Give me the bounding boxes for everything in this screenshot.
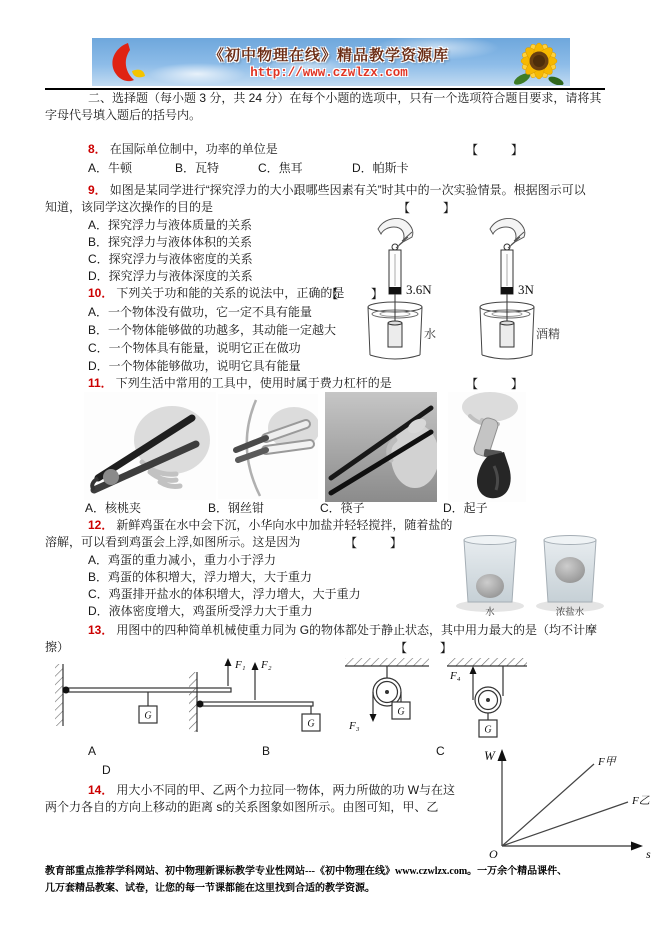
question-9-option-c: C．探究浮力与液体密度的关系 — [88, 252, 253, 266]
question-9-text1: 如图是某同学进行“探究浮力的大小跟哪些因素有关”时其中的一次实验情景。根据图示可以 — [109, 183, 586, 197]
egg-beakers-figure — [452, 526, 608, 618]
footer-line1: 教育部重点推荐学科网站、初中物理新课标教学专业性网站---《初中物理在线》www.czwlzx.com。一万余个精品课件、 — [45, 866, 568, 877]
question-10-number: 10． — [88, 286, 114, 300]
question-14-stem-line1 — [88, 782, 455, 798]
site-banner — [92, 38, 570, 86]
force-label-f3: F₃ — [349, 720, 360, 732]
scale-reading-water: 3.6N — [406, 282, 432, 297]
logo-icon — [106, 41, 146, 83]
question-11-option-b: B．钢丝钳 — [208, 501, 265, 515]
chopsticks-photo — [325, 392, 437, 502]
question-12-option-a: A．鸡蛋的重力减小，重力小于浮力 — [88, 553, 277, 567]
question-8-number: 8． — [88, 142, 107, 156]
question-12-answer-bracket: 【 】 — [345, 536, 406, 550]
graph-ylabel: W — [484, 748, 495, 763]
beaker-label-alcohol: 酒精 — [536, 327, 561, 341]
question-9-stem-line2: 知道，该同学这次操作的目的是 — [45, 200, 214, 214]
question-8-text: 在国际单位制中，功率的单位是 — [109, 142, 278, 156]
question-9-number: 9． — [88, 183, 107, 197]
question-8-answer-bracket: 【 】 — [466, 143, 527, 157]
question-12-option-c: C．鸡蛋排开盐水的体积增大，浮力增大，大于重力 — [88, 587, 361, 601]
beaker-label-saltwater: 浓盐水 — [555, 607, 585, 618]
line-f-jia — [502, 764, 594, 846]
question-10-answer-bracket: 【 】 — [326, 287, 387, 301]
question-10-option-a: A．一个物体没有做功，它一定不具有能量 — [88, 305, 313, 319]
section-intro-line2: 字母代号填入题后的括号内。 — [45, 108, 202, 122]
question-13-number: 13． — [88, 623, 114, 637]
question-10-stem — [88, 285, 344, 301]
question-9-option-a: A．探究浮力与液体质量的关系 — [88, 218, 253, 232]
graph-origin-label: O — [489, 847, 498, 860]
line-f-yi — [502, 802, 628, 846]
question-8-option-b: B．瓦特 — [175, 161, 220, 175]
question-14-stem-line2: 两个力各自的方向上移动的距离 s的关系图象如图所示。由图可知，甲、乙 — [45, 800, 439, 814]
beaker-label-water: 水 — [424, 327, 437, 341]
question-12-option-d: D．液体密度增大，鸡蛋所受浮力大于重力 — [88, 604, 313, 618]
lever-diagram-b — [189, 662, 320, 732]
force-label-f4: F₄ — [450, 670, 461, 682]
nutcracker-photo — [84, 392, 216, 500]
question-10-option-b: B．一个物体能够做的功越多，其动能一定越大 — [88, 323, 337, 337]
question-13-stem-line1 — [88, 622, 597, 638]
question-11-number: 11． — [88, 376, 113, 390]
work-distance-graph — [478, 742, 661, 860]
question-11-option-d: D．起子 — [443, 501, 488, 515]
section-intro-line1: 二、选择题（每小题 3 分，共 24 分）在每个小题的选项中，只有一个选项符合题目要求，请将其 — [88, 91, 602, 105]
question-12-stem-line2: 溶解，可以看到鸡蛋会上浮,如图所示。这是因为 — [45, 535, 301, 549]
buoyancy-experiment-figure — [362, 215, 580, 367]
weight-label-c: G — [397, 706, 405, 718]
question-11-answer-bracket: 【 】 — [466, 377, 527, 391]
y-axis-arrowhead — [498, 749, 507, 761]
diagram-label-b: B — [262, 744, 271, 758]
question-13-text1: 用图中的四种简单机械使重力同为 G的物体都处于静止状态，其中用力最大的是（均不计摩 — [116, 623, 598, 637]
question-9-answer-bracket: 【 】 — [398, 201, 459, 215]
sunflower-icon — [512, 39, 566, 85]
series-label-f-jia: F甲 — [598, 756, 616, 768]
diagram-label-c: C — [436, 744, 445, 758]
x-axis-arrowhead — [631, 842, 643, 851]
banner-title: 《初中物理在线》精品教学资源库 — [208, 47, 449, 64]
question-8-option-d: D．帕斯卡 — [352, 161, 409, 175]
scale-reading-alcohol: 3N — [518, 282, 534, 297]
question-12-number: 12． — [88, 518, 114, 532]
series-label-f-yi: F乙 — [632, 795, 650, 807]
question-12-stem-line1 — [88, 517, 452, 533]
question-14-number: 14． — [88, 783, 114, 797]
question-11-option-a: A．核桃夹 — [85, 501, 142, 515]
question-12-text1: 新鲜鸡蛋在水中会下沉，小华向水中加盐并轻轻搅拌，随着盐的 — [116, 518, 453, 532]
spring-scale-alcohol-setup — [480, 218, 560, 359]
graph-xlabel: s — [646, 847, 651, 860]
banner-text — [146, 44, 512, 80]
question-8-option-a: A．牛顿 — [88, 161, 133, 175]
question-8-stem — [88, 141, 278, 157]
diagram-label-d: D — [102, 763, 111, 777]
diagram-label-a: A — [88, 744, 97, 758]
question-12-option-b: B．鸡蛋的体积增大，浮力增大，大于重力 — [88, 570, 313, 584]
weight-label-b: G — [307, 718, 315, 730]
weight-label-a: G — [144, 710, 152, 722]
question-13-answer-bracket: 【 】 — [395, 641, 456, 655]
question-9-option-b: B．探究浮力与液体体积的关系 — [88, 235, 253, 249]
question-9-option-d: D．探究浮力与液体深度的关系 — [88, 269, 253, 283]
banner-url-link[interactable]: http://www.czwlzx.com — [250, 66, 408, 80]
question-11-text: 下列生活中常用的工具中，使用时属于费力杠杆的是 — [115, 376, 392, 390]
bottle-opener-photo — [448, 392, 526, 502]
beaker-label-water-2: 水 — [485, 607, 495, 618]
question-10-option-c: C．一个物体具有能量，说明它正在做功 — [88, 341, 301, 355]
force-label-f2: F₂ — [261, 659, 272, 671]
question-9-stem-line1 — [88, 182, 586, 198]
force-label-f1: F₁ — [235, 659, 246, 671]
footer-line2: 几万套精品教案、试卷，让您的每一节课都能在这里找到合适的教学资源。 — [45, 883, 375, 894]
question-10-option-d: D．一个物体能够做功，说明它具有能量 — [88, 359, 301, 373]
question-13-stem-line2: 擦） — [45, 640, 70, 654]
question-8-option-c: C．焦耳 — [258, 161, 303, 175]
lever-diagram-a — [55, 658, 232, 726]
simple-machines-figure — [45, 652, 550, 744]
question-14-text1: 用大小不同的甲、乙两个力拉同一物体，两力所做的功 W与在这 — [116, 783, 456, 797]
weight-label-d: G — [484, 724, 492, 736]
fixed-pulley-diagram-c — [345, 658, 429, 722]
wire-pliers-photo — [218, 394, 318, 499]
question-11-stem — [88, 375, 392, 391]
question-11-option-c: C．筷子 — [320, 501, 365, 515]
question-10-text: 下列关于功和能的关系的说法中，正确的是 — [116, 286, 345, 300]
